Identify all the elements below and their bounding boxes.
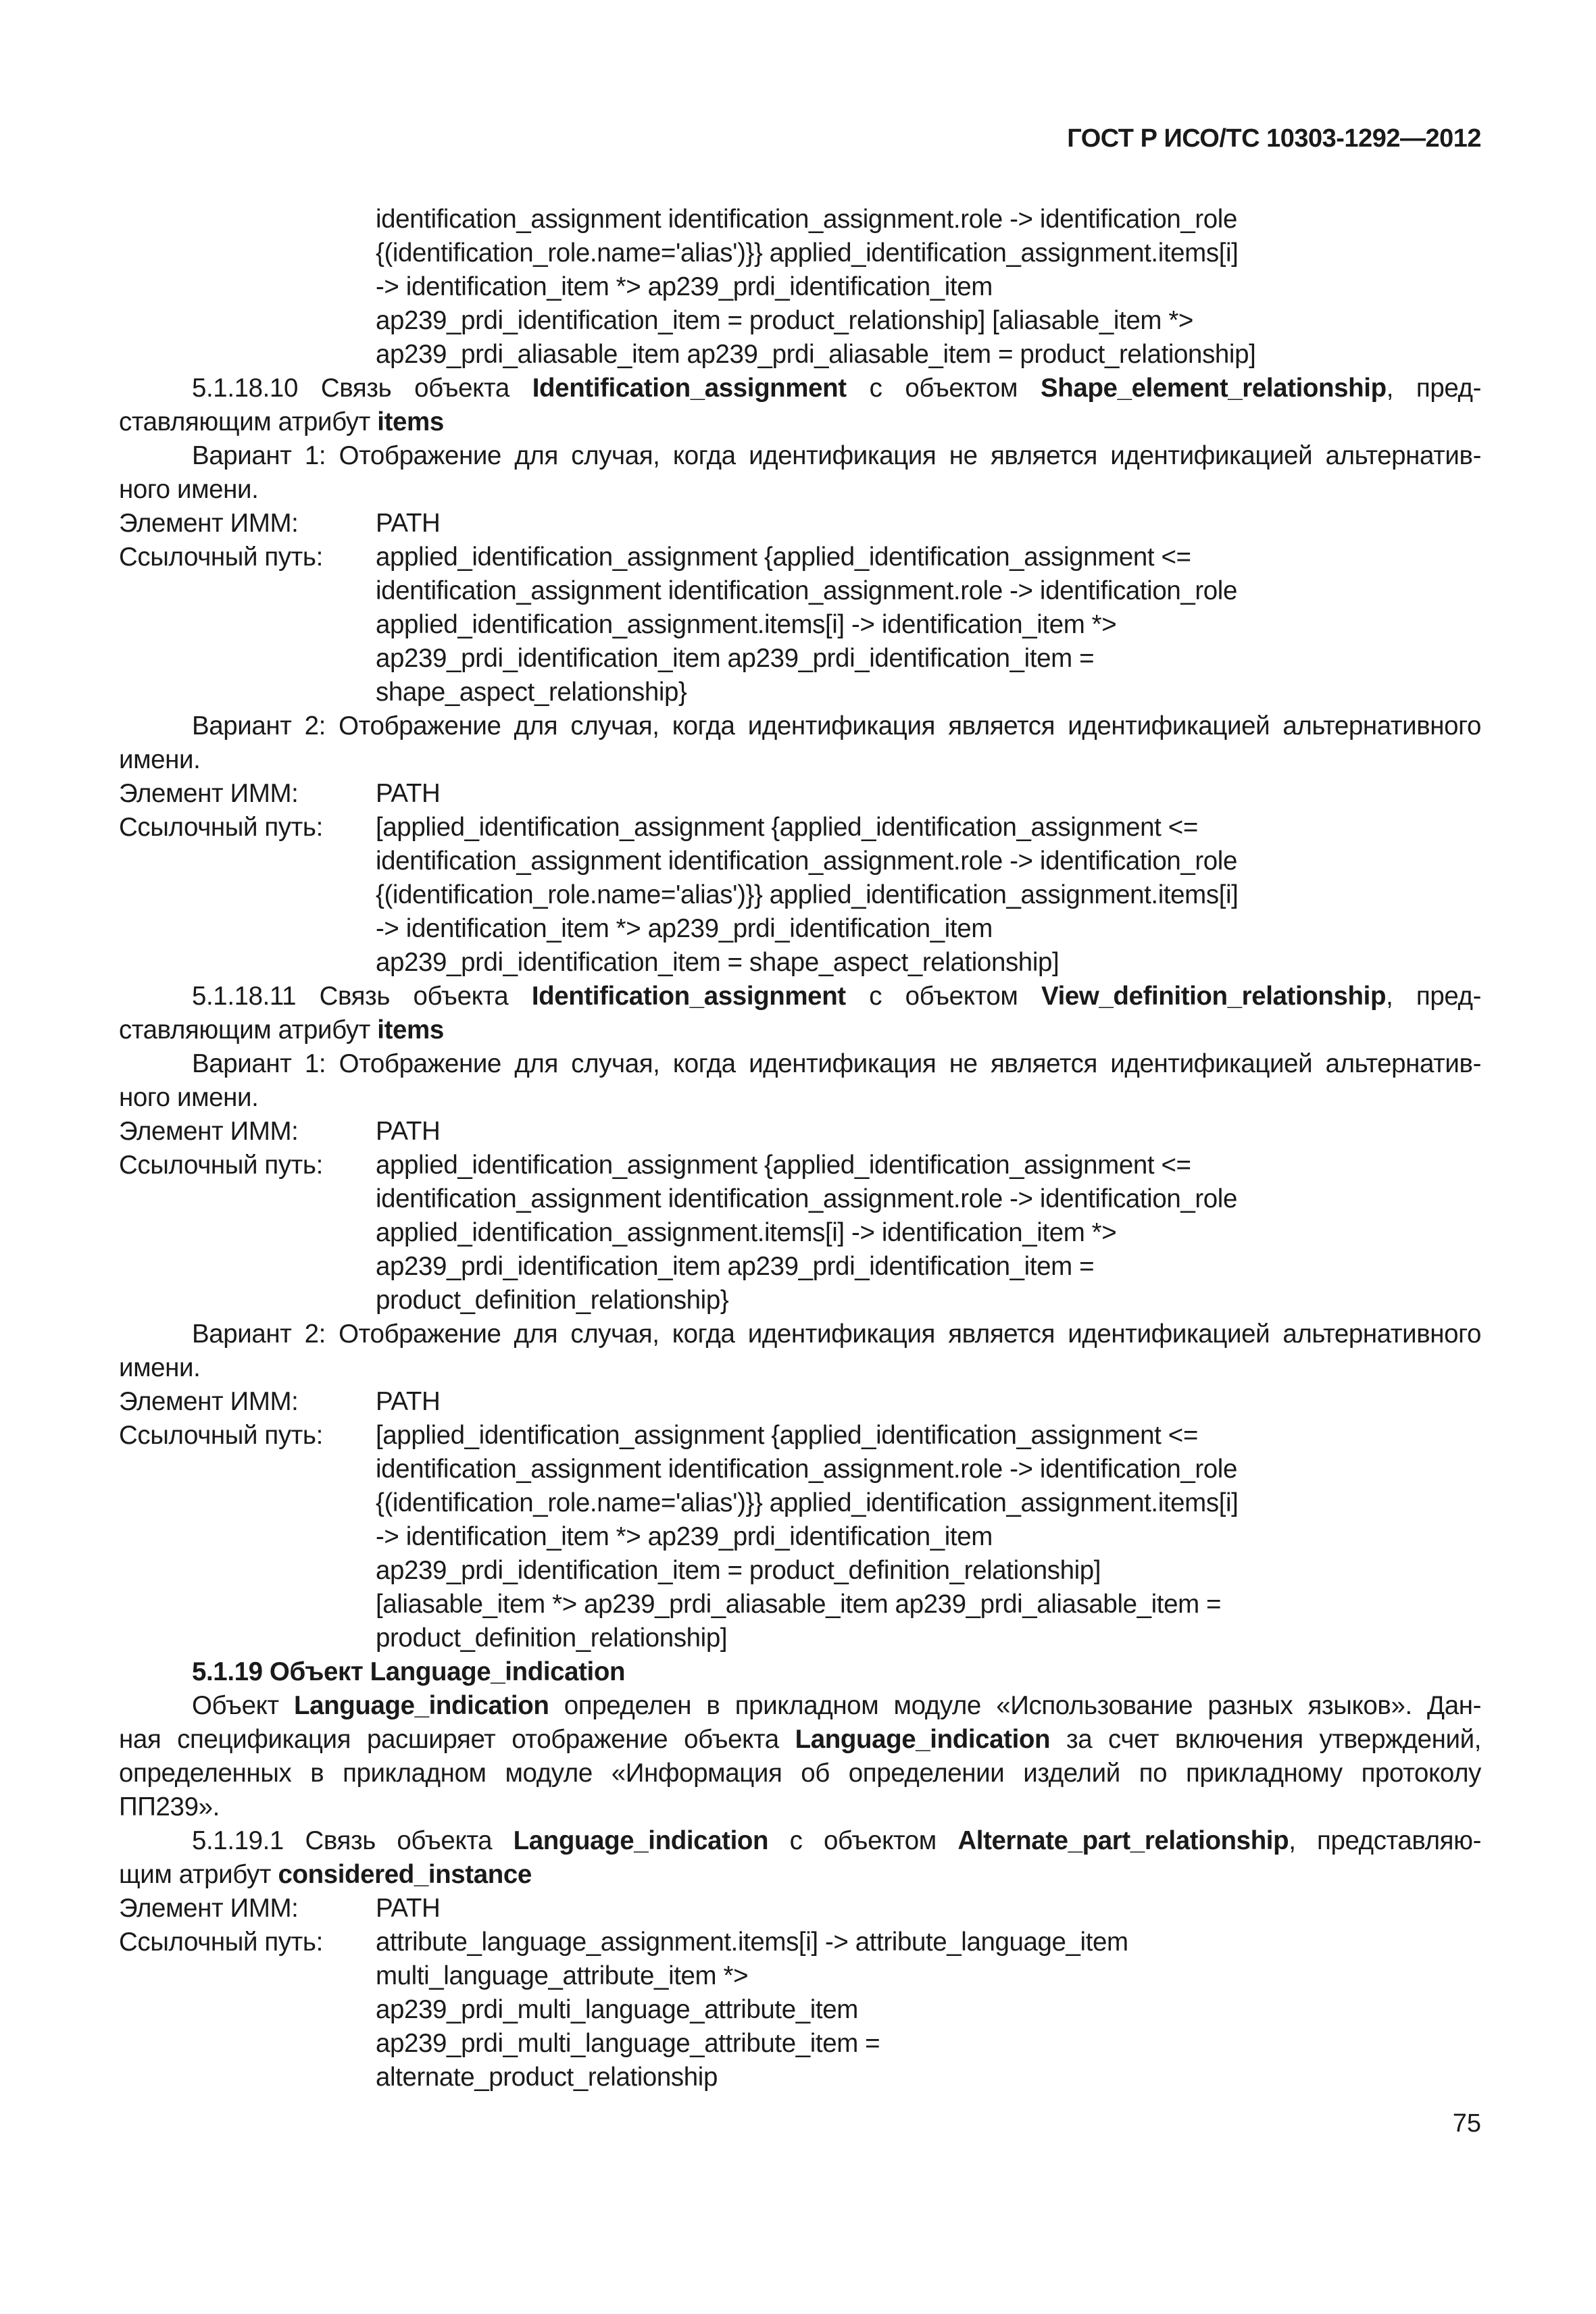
path-line: -> identification_item *> ap239_prdi_identification_item [376, 272, 993, 301]
path-line: [applied_identification_assignment {applied_identification_assignment <= [376, 1421, 1198, 1450]
path-row [119, 1149, 1481, 1182]
path-line: product_definition_relationship} [376, 1286, 729, 1315]
path-line: ap239_prdi_identification_item = shape_aspect_relationship] [376, 948, 1059, 977]
element-value: PATH [376, 1894, 441, 1923]
path-line: attribute_language_assignment.items[i] -> attribute_language_item [376, 1928, 1128, 1957]
element-label: Элемент ИММ: [119, 1117, 299, 1146]
variant-text-cont: имени. [119, 1353, 201, 1382]
paragraph-line: ПП239». [119, 1792, 220, 1821]
element-label: Элемент ИММ: [119, 779, 299, 808]
path-line: {(identification_role.name='alias')}} applied_identification_assignment.items[i] [376, 1488, 1239, 1517]
path-line: multi_language_attribute_item *> [376, 1961, 749, 1990]
path-line: identification_assignment identification_assignment.role -> identification_role [376, 1455, 1237, 1484]
path-row [119, 1419, 1481, 1453]
path-line: identification_assignment identification_assignment.role -> identification_role [376, 1184, 1237, 1213]
path-line: applied_identification_assignment {applied_identification_assignment <= [376, 1151, 1191, 1180]
variant-1-text: Вариант 1: Отображение для случая, когда идентификация не является идентификацией альтернатив- [192, 1049, 1481, 1078]
element-value: PATH [376, 1387, 441, 1416]
variant-text-cont: ного имени. [119, 1083, 259, 1112]
path-line: ap239_prdi_multi_language_attribute_item = [376, 2029, 880, 2058]
variant-text-cont: ного имени. [119, 475, 259, 504]
path-row [119, 1926, 1481, 1959]
path-line: ap239_prdi_aliasable_item ap239_prdi_aliasable_item = product_relationship] [376, 340, 1256, 369]
path-label: Ссылочный путь: [119, 1421, 323, 1450]
path-line: identification_assignment identification_assignment.role -> identification_role [376, 847, 1237, 876]
element-label: Элемент ИММ: [119, 1387, 299, 1416]
path-line: {(identification_role.name='alias')}} applied_identification_assignment.items[i] [376, 880, 1239, 909]
element-value: PATH [376, 509, 441, 538]
path-line: [aliasable_item *> ap239_prdi_aliasable_item ap239_prdi_aliasable_item = [376, 1590, 1222, 1619]
variant-2-text: Вариант 2: Отображение для случая, когда идентификация является идентификацией альтернативного [192, 1319, 1481, 1349]
document-body [119, 203, 1481, 2094]
element-value: PATH [376, 1117, 441, 1146]
element-label: Элемент ИММ: [119, 509, 299, 538]
path-line: identification_assignment identification_assignment.role -> identification_role [376, 576, 1237, 605]
path-line: -> identification_item *> ap239_prdi_identification_item [376, 1522, 993, 1551]
element-row [119, 1385, 1481, 1419]
paragraph-line: определенных в прикладном модуле «Информация об определении изделий по прикладному протоколу [119, 1759, 1481, 1788]
path-line: ap239_prdi_multi_language_attribute_item [376, 1995, 858, 2024]
path-line: {(identification_role.name='alias')}} applied_identification_assignment.items[i] [376, 238, 1239, 268]
element-value: PATH [376, 779, 441, 808]
path-line: applied_identification_assignment.items[i] -> identification_item *> [376, 610, 1117, 639]
variant-text-cont: имени. [119, 745, 201, 774]
path-label: Ссылочный путь: [119, 1928, 323, 1957]
path-row [119, 540, 1481, 574]
element-row [119, 777, 1481, 811]
section-heading-5-1-18-11: 5.1.18.11 Связь объекта Identification_assignment с объектом View_definition_relationship, пред- [192, 982, 1481, 1011]
paragraph-line: Объект Language_indication определен в прикладном модуле «Использование разных языков». Дан- [192, 1691, 1482, 1720]
element-row [119, 1115, 1481, 1149]
element-label: Элемент ИММ: [119, 1894, 299, 1923]
path-line: shape_aspect_relationship} [376, 678, 687, 707]
section-heading-cont: щим атрибут considered_instance [119, 1860, 532, 1889]
section-heading-5-1-18-10: 5.1.18.10 Связь объекта Identification_assignment с объектом Shape_element_relationship, пред- [192, 374, 1481, 403]
path-row [119, 811, 1481, 845]
section-title-5-1-19: 5.1.19 Объект Language_indication [192, 1657, 626, 1686]
path-line: ap239_prdi_identification_item = product_definition_relationship] [376, 1556, 1101, 1585]
page-header: ГОСТ Р ИСО/ТС 10303-1292—2012 [1067, 124, 1481, 153]
element-row [119, 1892, 1481, 1926]
path-label: Ссылочный путь: [119, 1151, 323, 1180]
path-line: identification_assignment identification_assignment.role -> identification_role [376, 205, 1237, 234]
path-line: -> identification_item *> ap239_prdi_identification_item [376, 914, 993, 943]
paragraph-line: ная спецификация расширяет отображение объекта Language_indication за счет включения утверждений, [119, 1725, 1482, 1754]
path-line: ap239_prdi_identification_item = product_relationship] [aliasable_item *> [376, 306, 1194, 335]
path-line: applied_identification_assignment.items[i] -> identification_item *> [376, 1218, 1117, 1247]
path-label: Ссылочный путь: [119, 543, 323, 572]
variant-2-text: Вариант 2: Отображение для случая, когда идентификация является идентификацией альтернативного [192, 711, 1481, 740]
path-line: alternate_product_relationship [376, 2063, 718, 2092]
variant-1-text: Вариант 1: Отображение для случая, когда идентификация не является идентификацией альтернатив- [192, 441, 1481, 470]
section-heading-5-1-19-1: 5.1.19.1 Связь объекта Language_indication с объектом Alternate_part_relationship, представляю- [192, 1826, 1481, 1855]
section-heading-cont: ставляющим атрибут items [119, 407, 444, 436]
path-line: ap239_prdi_identification_item ap239_prdi_identification_item = [376, 644, 1095, 673]
section-heading-cont: ставляющим атрибут items [119, 1015, 444, 1045]
path-label: Ссылочный путь: [119, 813, 323, 842]
path-line: applied_identification_assignment {applied_identification_assignment <= [376, 543, 1191, 572]
element-row [119, 507, 1481, 540]
path-line: product_definition_relationship] [376, 1624, 728, 1653]
path-line: ap239_prdi_identification_item ap239_prdi_identification_item = [376, 1252, 1095, 1281]
page-number: 75 [1452, 2109, 1481, 2138]
path-line: [applied_identification_assignment {applied_identification_assignment <= [376, 813, 1198, 842]
